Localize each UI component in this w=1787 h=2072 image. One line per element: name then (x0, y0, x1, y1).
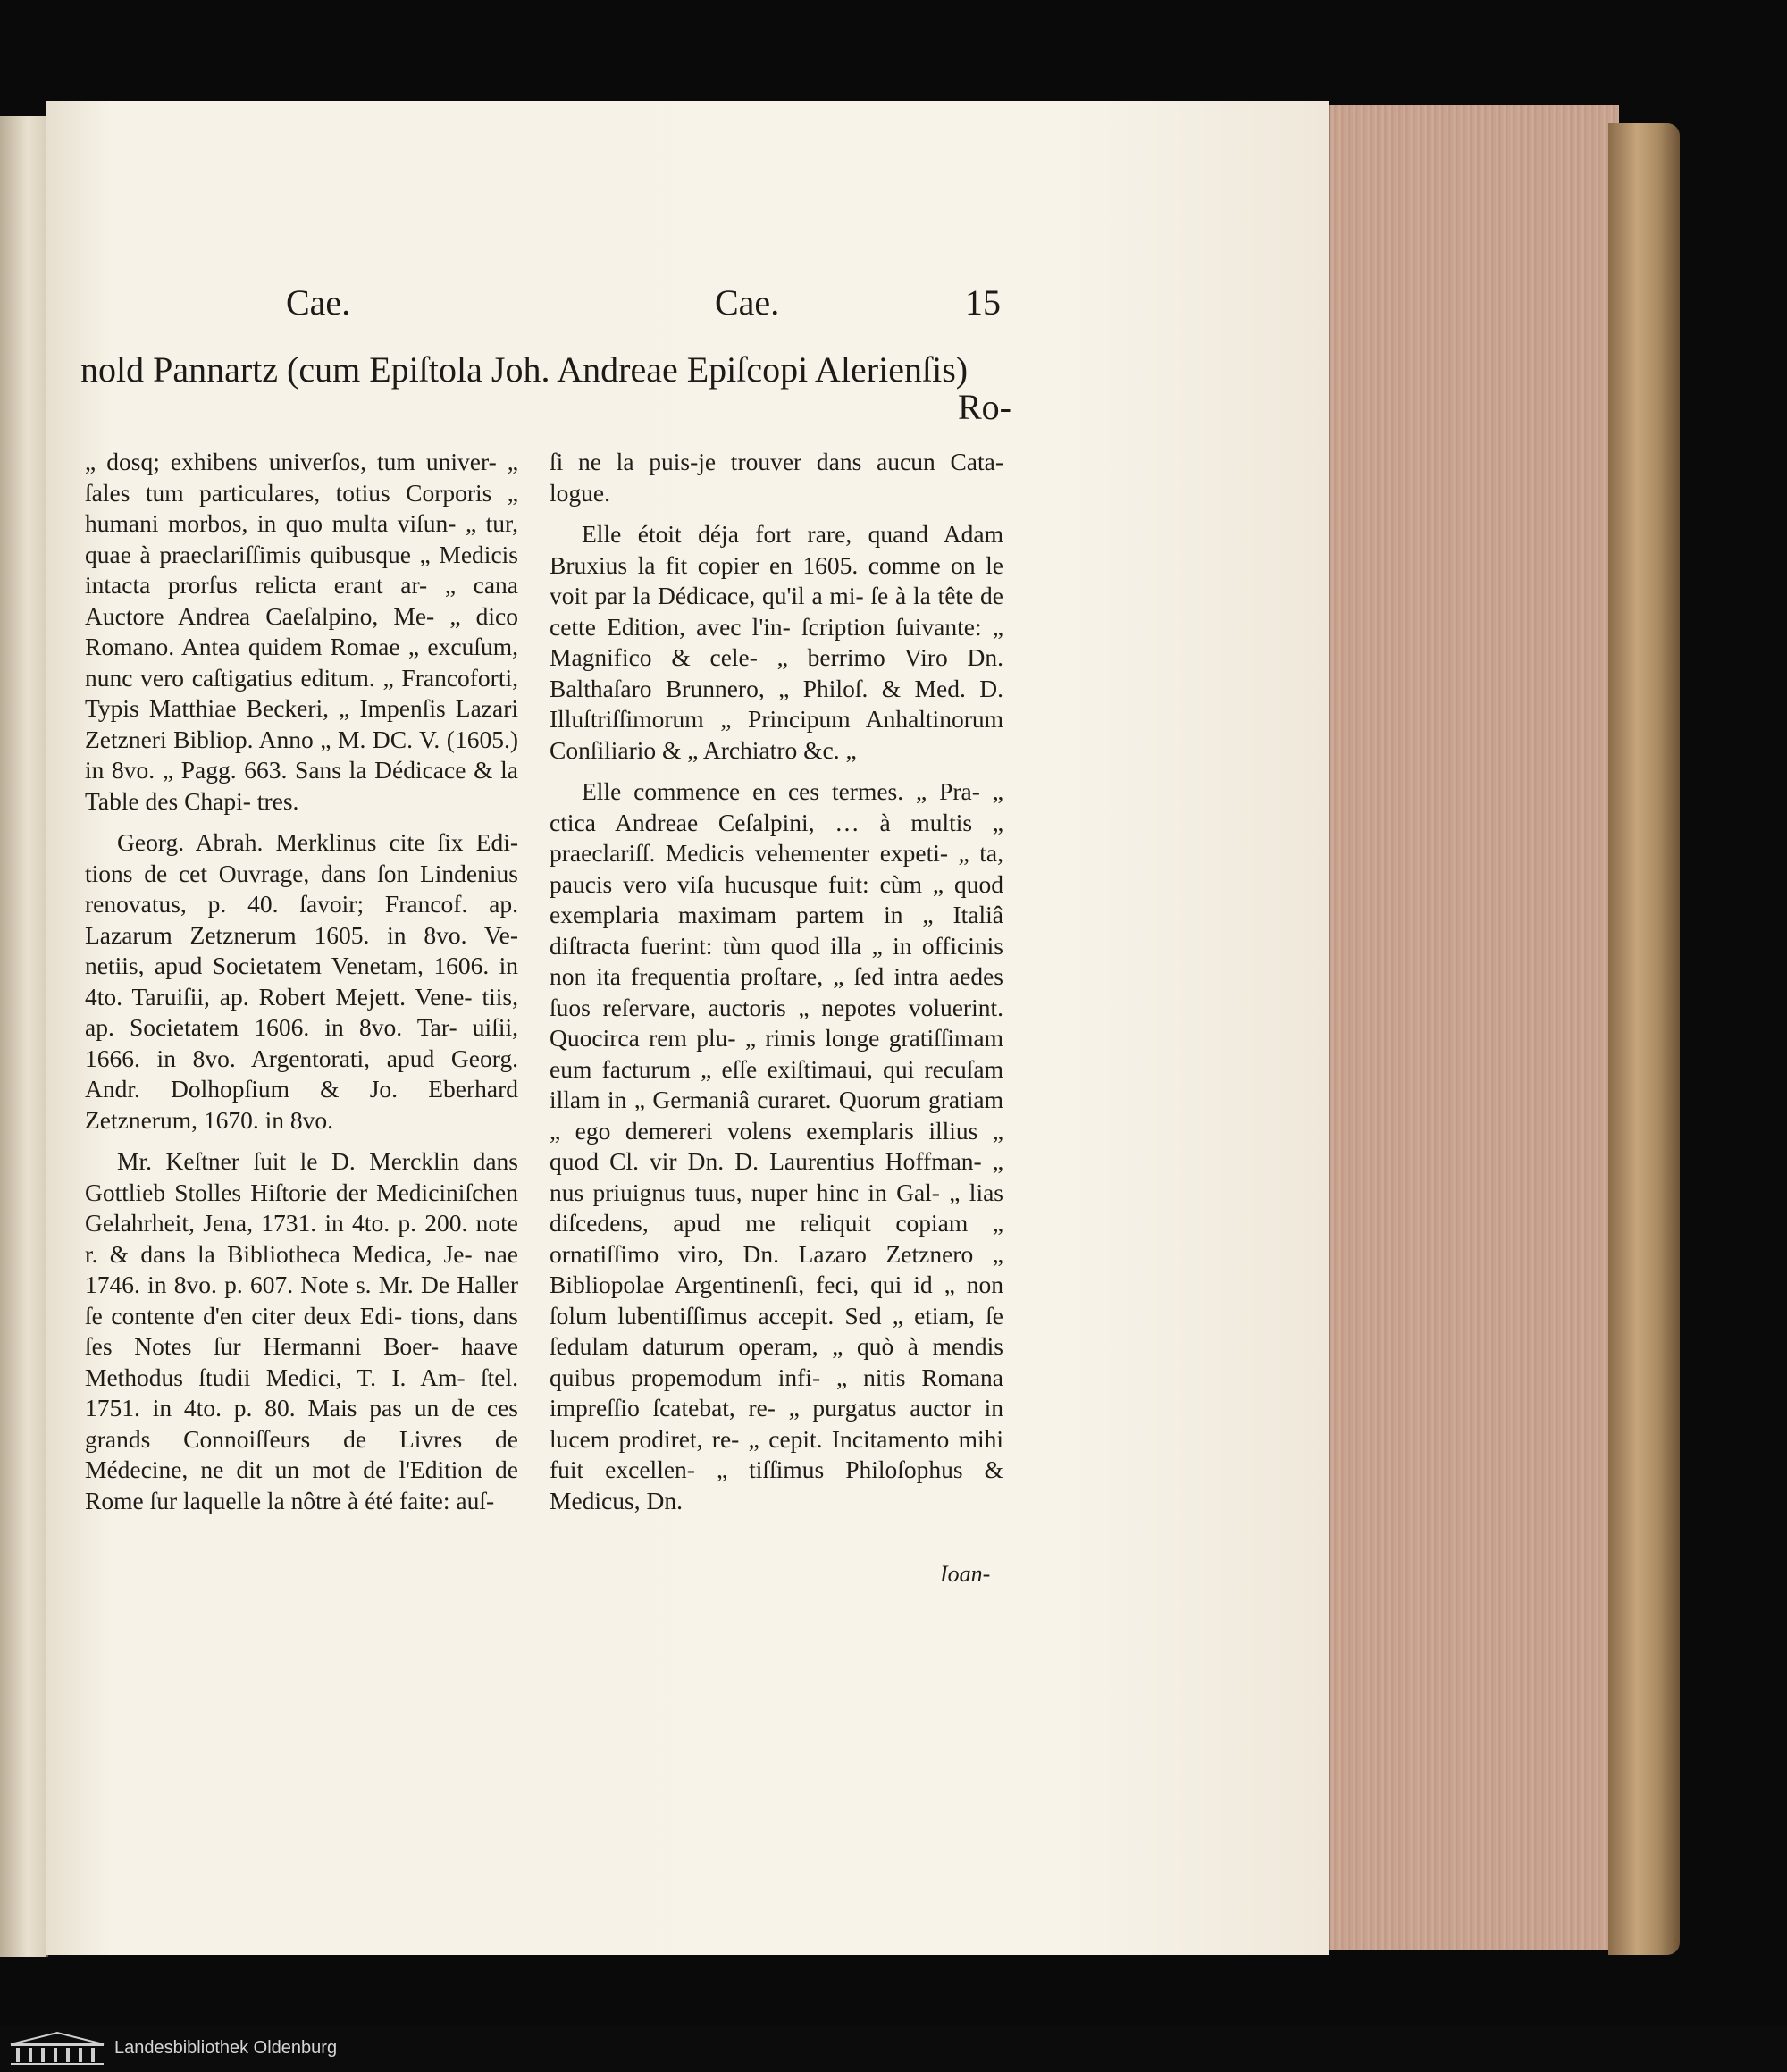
book-fore-edge (1329, 105, 1619, 1950)
catchword: Ioan- (940, 1561, 991, 1587)
paragraph: ſi ne la puis-je trouver dans aucun Cata- logue. (550, 448, 1003, 507)
book-cover-edge (1608, 123, 1680, 1955)
library-name: Landesbibliothek Oldenburg (114, 2038, 338, 2058)
paragraph: Mr. Keſtner ſuit le D. Mercklin dans Gottlieb Stolles Hiſtorie der Mediciniſchen Gelahrheit, Jena, 1731. in 4to. p. 200. note r. & dans la Bibliotheca Medica, Je- nae 1746. in 8vo. p. 607. Note s. Mr. De Haller ſe contente d'en citer deux Edi- tions, dans ſes Notes ſur Hermanni Boer- haave Methodus ſtudii Medici, T. I. Am- ſtel. 1751. in 4to. p. 80. Mais pas un de ces grands Connoiſſeurs de Livres de Médecine, ne dit un mot de l'Edition de Rome ſur laquelle la nôtre à été faite: auſ- (85, 1147, 518, 1514)
facing-page-edge (0, 116, 48, 1957)
left-text-column (85, 447, 518, 1527)
paragraph: Elle étoit déja fort rare, quand Adam Bruxius la fit copier en 1605. comme on le voit par la Dédicace, qu'il a mi- ſe à la tête de cette Edition, avec l'in- ſcription ſuivante: „ Magnifico & cele- „ berrimo Viro Dn. Balthaſaro Brunnero, „ Philoſ. & Med. D. Illuſtriſſimorum „ Principum Anhaltinorum Conſiliario & „ Archiatro &c. „ (550, 520, 1003, 764)
paragraph: Elle commence en ces termes. „ Pra- „ ctica Andreae Ceſalpini, … à multis „ praeclariſſ. Medicis vehementer expeti- „ ta, paucis vero viſa hucusque fuit: cùm „ quod exemplaria maximam partem in „ Italiâ diſtracta fuerint: tùm quod illa „ in officinis non ita frequentia proſtare, „ ſed intra aedes ſuos reſervare, auctoris „ nepotes voluerint. Quocirca rem plu- „ rimis longe gratiſſimam eum facturum „ eſſe exiſtimaui, qui recuſam illam in „ Germaniâ curaret. Quorum gratiam „ ego demereri volens exemplaris illius „ quod Cl. vir Dn. D. Laurentius Hoffman- „ nus priuignus tuus, nuper hinc in Gal- „ lias diſcedens, apud me reliquit copiam „ ornatiſſimo viro, Dn. Lazaro Zetznero „ Bibliopolae Argentinenſi, feci, qui id „ non ſolum lubentiſſimus accepit. Sed „ etiam, ſe ſedulam daturum operam, „ quò à mendis quibus propemodum infi- „ nitis Romana impreſſio ſcatebat, re- „ purgatus auctor in lucem prodiret, re- „ cepit. Incitamento mihi fuit excellen- „ tiſſimus Philoſophus & Medicus, Dn. (550, 777, 1003, 1514)
right-text-column (550, 447, 1003, 1527)
running-head-center: Cae. (715, 282, 780, 323)
library-building-icon (7, 2030, 107, 2068)
top-continuation-line: nold Pannartz (cum Epiſtola Joh. Andreae Epiſcopi Alerienſis) (80, 349, 969, 390)
top-line-hyphenation: Ro- (958, 387, 1011, 427)
running-head-left: Cae. (286, 282, 351, 323)
paragraph: „ dosq; exhibens univerſos, tum univer- „ ſales tum particulares, totius Corporis „ humani morbos, in quo multa viſun- „ tur, quae à praeclariſſimis quibusque „ Medicis intacta prorſus relicta erant ar- „ cana Auctore Andrea Caeſalpino, Me- „ dico Romano. Antea quidem Romae „ excuſum, nunc vero caſtigatius editum. „ Francoforti, Typis Matthiae Beckeri, „ Impenſis Lazari Zetzneri Bibliop. Anno „ M. DC. V. (1605.) in 8vo. „ Pagg. 663. Sans la Dédicace & la Table des Chapi- tres. (85, 448, 518, 815)
paragraph: Georg. Abrah. Merklinus cite ſix Edi- tions de cet Ouvrage, dans ſon Lindenius renovatus, p. 40. ſavoir; Francof. ap. Lazarum Zetznerum 1605. in 8vo. Ve- netiis, apud Societatem Venetam, 1606. in 4to. Taruiſii, ap. Robert Mejett. Vene- tiis, ap. Societatem 1606. in 8vo. Tar- uiſii, 1666. in 8vo. Argentorati, apud Georg. Andr. Dolhopſium & Jo. Eberhard Zetznerum, 1670. in 8vo. (85, 828, 518, 1134)
page-number: 15 (965, 282, 1001, 323)
